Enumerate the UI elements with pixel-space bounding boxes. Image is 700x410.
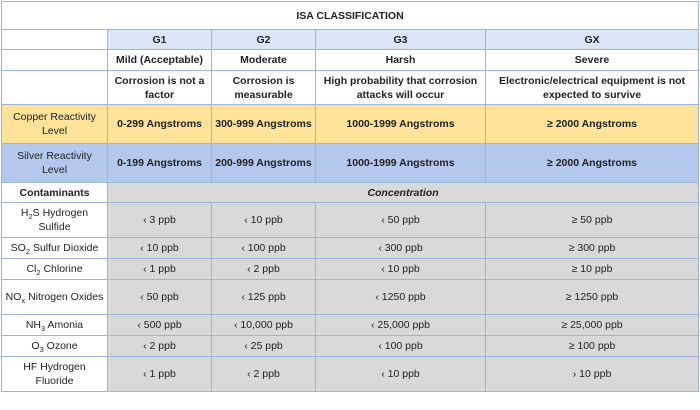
concentration-value: ‹ 10 ppb: [316, 259, 486, 280]
contaminant-label: [2, 336, 108, 357]
silver-g2: 200-999 Angstroms: [212, 144, 316, 183]
table-row: [2, 259, 699, 280]
contaminant-formula-subscript: 3: [41, 324, 46, 334]
table-row: [2, 315, 699, 336]
table-row: [2, 280, 699, 315]
contaminant-formula: O: [31, 340, 40, 352]
concentration-value: ‹ 300 ppb: [316, 238, 486, 259]
concentration-value: ≥ 10 ppb: [486, 259, 699, 280]
concentration-value: ‹ 25,000 ppb: [316, 315, 486, 336]
silver-gx: ≥ 2000 Angstroms: [486, 144, 699, 183]
concentration-value: ‹ 50 ppb: [316, 203, 486, 238]
severity-g2: Moderate: [212, 50, 316, 71]
concentration-value: ‹ 100 ppb: [316, 336, 486, 357]
concentration-value: ≥ 100 ppb: [486, 336, 699, 357]
contaminant-formula: Cl: [26, 263, 37, 275]
grade-g1: G1: [108, 30, 212, 50]
concentration-header: Concentration: [108, 183, 699, 203]
contaminants-header: Contaminants: [2, 183, 108, 203]
contaminant-label: [2, 259, 108, 280]
copper-g3: 1000-1999 Angstroms: [316, 105, 486, 144]
contaminant-formula: NH: [25, 319, 42, 331]
concentration-value: ‹ 10 ppb: [316, 357, 486, 392]
concentration-value: ‹ 125 ppb: [212, 280, 316, 315]
concentration-value: › 10 ppb: [486, 357, 699, 392]
silver-reactivity-label: Silver Reactivity Level: [2, 144, 108, 183]
contaminant-formula: NO: [5, 291, 22, 303]
concentration-value: ‹ 25 ppb: [212, 336, 316, 357]
contaminant-name: Chlorine: [43, 263, 83, 275]
contaminant-name: Ozone: [46, 340, 78, 352]
grade-gx: GX: [486, 30, 699, 50]
grade-g3: G3: [316, 30, 486, 50]
table-row: [2, 238, 699, 259]
concentration-value: ‹ 10 ppb: [212, 203, 316, 238]
concentration-value: ‹ 1250 ppb: [316, 280, 486, 315]
description-g2: Corrosion is measurable: [212, 71, 316, 105]
silver-g1: 0-199 Angstroms: [108, 144, 212, 183]
concentration-value: ‹ 1 ppb: [108, 259, 212, 280]
table-row: [2, 203, 699, 238]
contaminant-name: Nitrogen Oxides: [28, 291, 104, 303]
copper-g1: 0-299 Angstroms: [108, 105, 212, 144]
grade-g2: G2: [212, 30, 316, 50]
contaminant-label: [2, 315, 108, 336]
concentration-value: ‹ 3 ppb: [108, 203, 212, 238]
concentration-value: ‹ 500 ppb: [108, 315, 212, 336]
contaminant-label: [2, 357, 108, 392]
severity-g3: Harsh: [316, 50, 486, 71]
contaminant-formula: HF: [23, 361, 38, 373]
severity-gx: Severe: [486, 50, 699, 71]
concentration-value: ‹ 2 ppb: [212, 259, 316, 280]
contaminant-formula-subscript: 2: [25, 247, 31, 257]
table-title: ISA CLASSIFICATION: [2, 2, 699, 30]
table-row: [2, 336, 699, 357]
silver-g3: 1000-1999 Angstroms: [316, 144, 486, 183]
isa-classification-table: [1, 1, 699, 392]
concentration-value: ≥ 300 ppb: [486, 238, 699, 259]
contaminant-name: Hydrogen Fluoride: [35, 361, 86, 387]
copper-reactivity-label: Copper Reactivity Level: [2, 105, 108, 144]
contaminant-label: [2, 203, 108, 238]
concentration-value: ‹ 2 ppb: [212, 357, 316, 392]
contaminant-name: Sulfur Dioxide: [32, 242, 99, 254]
concentration-value: ‹ 1 ppb: [108, 357, 212, 392]
contaminant-formula: H: [20, 207, 29, 219]
contaminant-formula: SO: [10, 242, 26, 254]
severity-g1: Mild (Acceptable): [108, 50, 212, 71]
contaminant-formula-subscript: x: [21, 296, 26, 306]
empty-corner: [2, 30, 108, 50]
contaminant-name: Hydrogen Sulfide: [38, 207, 89, 233]
copper-gx: ≥ 2000 Angstroms: [486, 105, 699, 144]
contaminant-formula-subscript: 2: [36, 268, 41, 278]
concentration-value: ‹ 2 ppb: [108, 336, 212, 357]
concentration-value: ‹ 10,000 ppb: [212, 315, 316, 336]
contaminant-formula-subscript: 3: [39, 345, 44, 355]
concentration-value: ‹ 100 ppb: [212, 238, 316, 259]
concentration-value: ‹ 10 ppb: [108, 238, 212, 259]
concentration-value: ≥ 50 ppb: [486, 203, 699, 238]
copper-g2: 300-999 Angstroms: [212, 105, 316, 144]
contaminant-label: [2, 238, 108, 259]
contaminants-list: [2, 203, 699, 392]
contaminant-label: [2, 280, 108, 315]
table-row: [2, 357, 699, 392]
description-g3: High probability that corrosion attacks will occur: [316, 71, 486, 105]
description-gx: Electronic/electrical equipment is not expected to survive: [486, 71, 699, 105]
description-g1: Corrosion is not a factor: [108, 71, 212, 105]
empty-cell: [2, 71, 108, 105]
contaminant-formula-subscript: 2: [28, 212, 33, 222]
concentration-value: ‹ 50 ppb: [108, 280, 212, 315]
contaminant-formula-rest: S: [32, 207, 40, 219]
concentration-value: ≥ 1250 ppb: [486, 280, 699, 315]
contaminant-name: Amonia: [47, 319, 84, 331]
empty-cell: [2, 50, 108, 71]
concentration-value: ≥ 25,000 ppb: [486, 315, 699, 336]
